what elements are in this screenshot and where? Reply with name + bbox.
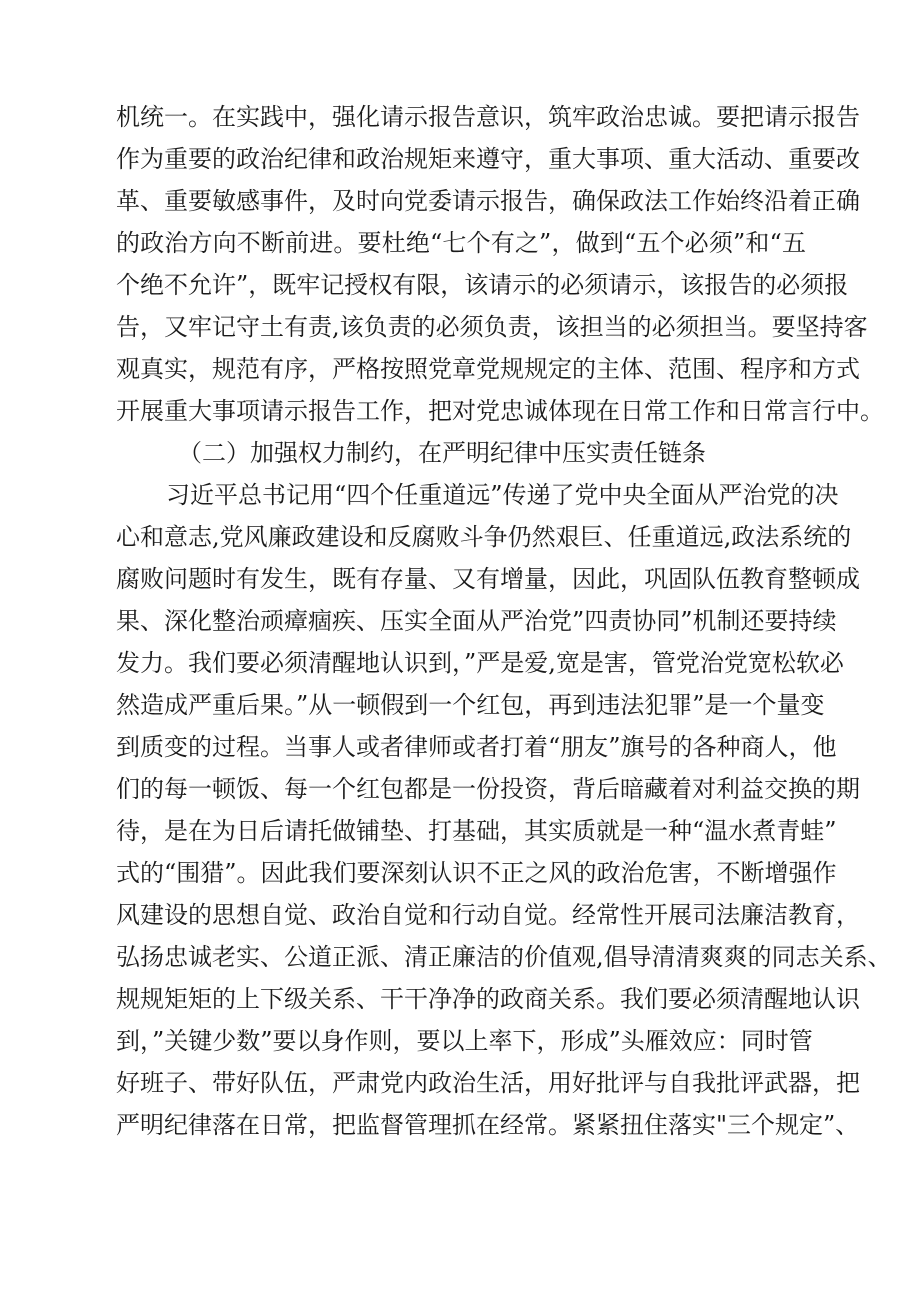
text-line: 果、深化整治顽瘴痼疾、压实全面从严治党”四责协同”机制还要持续 <box>116 607 837 635</box>
text-line: 风建设的思想自觉、政治自觉和行动自觉。经常性开展司法廉洁教育， <box>116 901 860 929</box>
text-line: 观真实，规范有序，严格按照党章党规规定的主体、范围、程序和方式 <box>116 355 860 383</box>
text-line: 习近平总书记用“四个任重道远”传递了党中央全面从严治党的决 <box>166 481 839 509</box>
text-line: 们的每一顿饭、每一个红包都是一份投资，背后暗藏着对利益交换的期 <box>116 775 860 803</box>
text-line: 告，又牢记守土有责,该负责的必须负责，该担当的必须担当。要坚持客 <box>116 313 868 341</box>
text-line: 好班子、带好队伍，严肃党内政治生活，用好批评与自我批评武器，把 <box>116 1069 860 1097</box>
text-line: 然造成严重后果。”从一顿假到一个红包，再到违法犯罪”是一个量变 <box>116 691 825 719</box>
paragraph-1 <box>116 96 884 432</box>
text-line: 作为重要的政治纪律和政治规矩来遵守，重大事项、重大活动、重要改 <box>116 145 860 173</box>
text-line: 的政治方向不断前进。要杜绝“七个有之”，做到“五个必须”和“五 <box>116 229 806 257</box>
text-line: 式的“围猎”。因此我们要深刻认识不正之风的政治危害，不断增强作 <box>116 859 837 887</box>
paragraph-2 <box>116 474 892 1146</box>
text-line: 到质变的过程。当事人或者律师或者打着“朋友”旗号的各种商人，他 <box>116 733 837 761</box>
text-line: 心和意志,党风廉政建设和反腐败斗争仍然艰巨、任重道远,政法系统的 <box>116 523 852 551</box>
text-line: 严明纪律落在日常，把监督管理抓在经常。紧紧扭住落实"三个规定”、 <box>116 1111 860 1139</box>
text-line: 到，”关键少数”要以身作则，要以上率下，形成”头雁效应：同时管 <box>116 1027 813 1055</box>
text-line: 机统一。在实践中，强化请示报告意识，筑牢政治忠诚。要把请示报告 <box>116 103 860 131</box>
text-line: 革、重要敏感事件，及时向党委请示报告，确保政法工作始终沿着正确 <box>116 187 860 215</box>
document-body <box>116 96 892 1146</box>
text-line: 开展重大事项请示报告工作，把对党忠诚体现在日常工作和日常言行中。 <box>116 397 884 425</box>
text-line: 弘扬忠诚老实、公道正派、清正廉洁的价值观,倡导清清爽爽的同志关系、 <box>116 943 892 971</box>
text-line: 规规矩矩的上下级关系、干干净净的政商关系。我们要必须清醒地认识 <box>116 985 860 1013</box>
section-heading: （二）加强权力制约，在严明纪律中压实责任链条 <box>178 439 706 467</box>
text-line: 发力。我们要必须清醒地认识到，”严是爱,宽是害，管党治党宽松软必 <box>116 649 844 677</box>
text-line: 腐败问题时有发生，既有存量、又有增量，因此，巩固队伍教育整顿成 <box>116 565 860 593</box>
text-line: 个绝不允许”，既牢记授权有限，该请示的必须请示，该报告的必须报 <box>116 271 849 299</box>
text-line: 待，是在为日后请托做铺垫、打基础，其实质就是一种“温水煮青蛙” <box>116 817 837 845</box>
